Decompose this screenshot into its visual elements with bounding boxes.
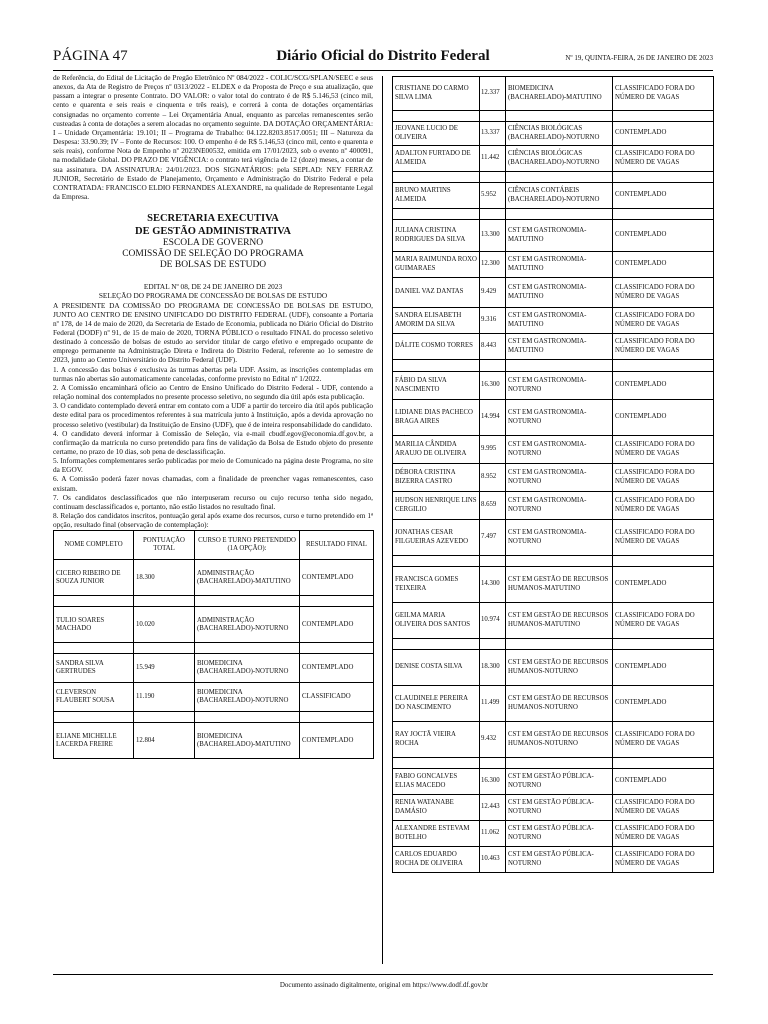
table-row xyxy=(393,183,714,209)
candidate-name: HUDSON HENRIQUE LINS CERGILIO xyxy=(393,492,480,520)
table-spacer-row xyxy=(393,556,714,567)
table-spacer-row xyxy=(393,360,714,372)
candidate-name: DENISE COSTA SILVA xyxy=(393,650,480,686)
section-title-line-2: DE GESTÃO ADMINISTRATIVA xyxy=(135,226,291,238)
table-row xyxy=(393,278,714,308)
candidate-course: CST EM GASTRONOMIA-NOTURNO xyxy=(506,436,613,464)
table-header-row xyxy=(54,531,374,560)
table-row xyxy=(393,372,714,400)
right-column xyxy=(392,76,713,873)
table-spacer-row xyxy=(54,596,374,607)
candidate-score: 16.300 xyxy=(480,769,506,795)
candidate-result: CLASSIFICADO FORA DO NÚMERO DE VAGAS xyxy=(613,278,714,308)
candidate-result: CONTEMPLADO xyxy=(613,650,714,686)
candidate-result: CLASSIFICADO FORA DO NÚMERO DE VAGAS xyxy=(613,821,714,847)
header-name: NOME COMPLETO xyxy=(54,531,134,560)
candidate-name: JULIANA CRISTINA RODRIGUES DA SILVA xyxy=(393,220,480,252)
table-row xyxy=(393,603,714,639)
edital-item: 5. Informações complementares serão publicadas por meio de Comunicado na página deste Programa, no site da EGOV. xyxy=(53,456,373,475)
candidate-name: DANIEL VAZ DANTAS xyxy=(393,278,480,308)
page-header xyxy=(53,48,713,71)
candidate-result: CLASSIFICADO FORA DO NÚMERO DE VAGAS xyxy=(613,603,714,639)
candidate-score: 9.429 xyxy=(480,278,506,308)
candidate-score: 11.062 xyxy=(480,821,506,847)
table-row xyxy=(54,654,374,683)
table-row xyxy=(393,567,714,603)
table-row xyxy=(393,220,714,252)
candidate-score: 10.020 xyxy=(134,607,195,643)
candidate-result: CLASSIFICADO FORA DO NÚMERO DE VAGAS xyxy=(613,146,714,172)
candidate-course: CST EM GASTRONOMIA-MATUTINO xyxy=(506,334,613,360)
candidate-score: 14.300 xyxy=(480,567,506,603)
candidate-name: MARILIA CÂNDIDA ARAUJO DE OLIVEIRA xyxy=(393,436,480,464)
table-row xyxy=(393,308,714,334)
table-spacer-row xyxy=(393,639,714,650)
candidate-name: CLAUDINELE PEREIRA DO NASCIMENTO xyxy=(393,686,480,722)
candidate-score: 9.316 xyxy=(480,308,506,334)
candidate-result: CONTEMPLADO xyxy=(613,252,714,278)
section-sub-line-1: ESCOLA DE GOVERNO xyxy=(162,238,264,249)
candidate-score: 5.952 xyxy=(480,183,506,209)
candidate-score: 12.443 xyxy=(480,795,506,821)
section-title-line-1: SECRETARIA EXECUTIVA xyxy=(147,213,279,225)
candidate-name: ALEXANDRE ESTEVAM BOTELHO xyxy=(393,821,480,847)
table-row xyxy=(393,769,714,795)
candidate-result: CLASSIFICADO FORA DO NÚMERO DE VAGAS xyxy=(613,308,714,334)
footer-rule xyxy=(53,974,713,975)
table-spacer-row xyxy=(393,209,714,220)
edition-info: Nº 19, QUINTA-FEIRA, 26 DE JANEIRO DE 2023 xyxy=(565,54,713,62)
candidate-course: CST EM GESTÃO DE RECURSOS HUMANOS-MATUTINO xyxy=(506,603,613,639)
table-row xyxy=(393,520,714,556)
candidate-result: CONTEMPLADO xyxy=(613,769,714,795)
candidate-score: 18.300 xyxy=(134,560,195,596)
candidate-course: CIÊNCIAS BIOLÓGICAS (BACHARELADO)-NOTURNO xyxy=(506,146,613,172)
candidate-course: CST EM GASTRONOMIA-NOTURNO xyxy=(506,372,613,400)
edital-item: 1. A concessão das bolsas é exclusiva às turmas abertas pela UDF. Assim, as inscrições contempladas em turmas não abertas são automaticamente canceladas, conforme previsto no Edital nº 1/2022. xyxy=(53,364,373,383)
results-table-left xyxy=(53,530,374,759)
table-spacer-row xyxy=(393,111,714,122)
table-row xyxy=(393,722,714,758)
candidate-result: CONTEMPLADO xyxy=(300,723,374,759)
candidate-name: SANDRA SILVA GERTRUDES xyxy=(54,654,134,683)
section-sub-line-2: COMISSÃO DE SELEÇÃO DO PROGRAMA xyxy=(122,249,304,260)
page-number: PÁGINA 47 xyxy=(53,48,128,64)
table-row xyxy=(393,436,714,464)
candidate-result: CLASSIFICADO FORA DO NÚMERO DE VAGAS xyxy=(613,77,714,111)
candidate-result: CLASSIFICADO FORA DO NÚMERO DE VAGAS xyxy=(613,334,714,360)
candidate-score: 13.300 xyxy=(480,220,506,252)
table-row xyxy=(393,464,714,492)
candidate-name: CICERO RIBEIRO DE SOUZA JUNIOR xyxy=(54,560,134,596)
table-row xyxy=(393,795,714,821)
candidate-course: BIOMEDICINA (BACHARELADO)-NOTURNO xyxy=(195,654,300,683)
candidate-name: ADALTON FURTADO DE ALMEIDA xyxy=(393,146,480,172)
candidate-score: 14.994 xyxy=(480,400,506,436)
footer-note: Documento assinado digitalmente, original em https://www.dodf.df.gov.br xyxy=(279,981,489,989)
candidate-name: RENIA WATANABE DAMÁSIO xyxy=(393,795,480,821)
table-row xyxy=(393,400,714,436)
candidate-course: CST EM GASTRONOMIA-MATUTINO xyxy=(506,278,613,308)
candidate-course: CST EM GASTRONOMIA-NOTURNO xyxy=(506,492,613,520)
candidate-name: SANDRA ELISABETH AMORIM DA SILVA xyxy=(393,308,480,334)
candidate-score: 9.432 xyxy=(480,722,506,758)
candidate-course: CST EM GESTÃO DE RECURSOS HUMANOS-NOTURNO xyxy=(506,686,613,722)
table-row xyxy=(393,821,714,847)
candidate-course: BIOMEDICINA (BACHARELADO)-MATUTINO xyxy=(506,77,613,111)
table-row xyxy=(393,77,714,111)
candidate-name: CRISTIANE DO CARMO SILVA LIMA xyxy=(393,77,480,111)
candidate-score: 12.804 xyxy=(134,723,195,759)
header-result: RESULTADO FINAL xyxy=(300,531,374,560)
table-spacer-row xyxy=(393,758,714,769)
candidate-course: CST EM GESTÃO DE RECURSOS HUMANOS-MATUTINO xyxy=(506,567,613,603)
candidate-result: CONTEMPLADO xyxy=(613,567,714,603)
candidate-result: CLASSIFICADO FORA DO NÚMERO DE VAGAS xyxy=(613,464,714,492)
table-row xyxy=(54,607,374,643)
candidate-result: CONTEMPLADO xyxy=(613,183,714,209)
candidate-score: 18.300 xyxy=(480,650,506,686)
candidate-result: CONTEMPLADO xyxy=(300,560,374,596)
candidate-score: 11.499 xyxy=(480,686,506,722)
table-spacer-row xyxy=(54,643,374,654)
edital-item: 7. Os candidatos desclassificados que não interpuseram recurso ou cujo recurso tenha sido negado, continuam desclassificados e, portanto, não estão listados no resultado final. xyxy=(53,492,373,511)
edital-item: 4. O candidato deverá informar à Comissão de Seleção, via e-mail cbudf.egov@economia.df.gov.br, a confirmação da matrícula no curso pretendido para fins de validação da Bolsa de Estudo objeto do presente certame, no prazo de 10 dias, sob pena de desclassificação. xyxy=(53,428,373,456)
table-spacer-row xyxy=(393,172,714,183)
candidate-course: CST EM GESTÃO PÚBLICA-NOTURNO xyxy=(506,769,613,795)
table-row xyxy=(393,686,714,722)
candidate-result: CLASSIFICADO FORA DO NÚMERO DE VAGAS xyxy=(613,520,714,556)
candidate-score: 12.337 xyxy=(480,77,506,111)
candidate-result: CONTEMPLADO xyxy=(613,122,714,146)
candidate-result: CONTEMPLADO xyxy=(300,607,374,643)
candidate-course: BIOMEDICINA (BACHARELADO)-NOTURNO xyxy=(195,683,300,712)
candidate-course: CST EM GASTRONOMIA-NOTURNO xyxy=(506,400,613,436)
candidate-name: CARLOS EDUARDO ROCHA DE OLIVEIRA xyxy=(393,847,480,873)
candidate-course: ADMINISTRAÇÃO (BACHARELADO)-MATUTINO xyxy=(195,560,300,596)
candidate-name: JEOVANE LUCIO DE OLIVEIRA xyxy=(393,122,480,146)
candidate-name: ELIANE MICHELLE LACERDA FREIRE xyxy=(54,723,134,759)
candidate-score: 16.300 xyxy=(480,372,506,400)
candidate-course: CST EM GESTÃO PÚBLICA-NOTURNO xyxy=(506,847,613,873)
intro-paragraph: de Referência, do Edital de Licitação de Pregão Eletrônico Nº 084/2022 - COLIC/SCG/SPLAN/SEEC e seus anexos, da Ata de Registro de Preços nº 0313/2022 - ELDEX e da Proposta de Preço e sua atualização, que passam a integrar o presente Contrato. DO VALOR: o valor total do contrato é de R$ 5.146,53 (cinco mil, cento e quarenta e seis reais e cinquenta e três reais), e correrá à conta de dotações orçamentárias consignadas no orçamento corrente – Lei Orçamentária Anual, enquanto as parcelas remanescentes serão custeadas à conta de dotações a serem alocadas no orçamento seguinte. DA DOTAÇÃO ORÇAMENTÁRIA: I – Unidade Orçamentária: 19.101; II – Programa de Trabalho: 04.122.8203.8517.0051; III – Natureza da Despesa: 33.90.39; IV – Fonte de Recursos: 100. O empenho é de R$ 5.146,53 (cinco mil, cento e quarenta e seis reais), conforme Nota de Empenho nº 2023NE00532, emitida em 17/01/2023, sob o evento nº 400091, na modalidade Global. DO PRAZO DE VIGÊNCIA: o contrato terá vigência de 12 (doze) meses, a contar de sua assinatura. DA ASSINATURA: 24/01/2023. DOS SIGNATÁRIOS: pela SEPLAD: NEY FERRAZ JUNIOR, Secretário de Estado de Planejamento, Orçamento e Administração do Distrito Federal e pela CONTRATADA: FRANCISCO ELDIO FERNANDES ALEXANDRE, na qualidade de Representante Legal da Empresa. xyxy=(53,73,373,202)
candidate-result: CONTEMPLADO xyxy=(613,220,714,252)
candidate-course: CST EM GASTRONOMIA-MATUTINO xyxy=(506,308,613,334)
candidate-name: FRANCISCA GOMES TEIXEIRA xyxy=(393,567,480,603)
candidate-course: CST EM GESTÃO DE RECURSOS HUMANOS-NOTURNO xyxy=(506,722,613,758)
candidate-result: CLASSIFICADO FORA DO NÚMERO DE VAGAS xyxy=(613,847,714,873)
candidate-course: CST EM GASTRONOMIA-NOTURNO xyxy=(506,520,613,556)
table-spacer-row xyxy=(54,712,374,723)
candidate-score: 7.497 xyxy=(480,520,506,556)
candidate-course: BIOMEDICINA (BACHARELADO)-MATUTINO xyxy=(195,723,300,759)
candidate-course: CST EM GESTÃO PÚBLICA-NOTURNO xyxy=(506,821,613,847)
candidate-name: RAY JOCTÃ VIEIRA ROCHA xyxy=(393,722,480,758)
candidate-result: CLASSIFICADO FORA DO NÚMERO DE VAGAS xyxy=(613,436,714,464)
candidate-score: 12.300 xyxy=(480,252,506,278)
edital-item: 8. Relação dos candidatos inscritos, pontuação geral após exame dos recursos, curso e turno pretendido em 1ª opção, resultado final (observação de contemplação): xyxy=(53,511,373,530)
candidate-name: LIDIANE DIAS PACHECO BRAGA AIRES xyxy=(393,400,480,436)
candidate-course: ADMINISTRAÇÃO (BACHARELADO)-NOTURNO xyxy=(195,607,300,643)
edital-body: A PRESIDENTE DA COMISSÃO DO PROGRAMA DE CONCESSÃO DE BOLSAS DE ESTUDO, JUNTO AO CENTRO DE ENSINO UNIFICADO DO DISTRITO FEDERAL (UDF), consoante a Portaria nº 178, de 14 de maio de 2020, da Secretaria de Estado de Economia, publicada no Diário Oficial do Distrito Federal (DODF) nº 91, de 15 de maio de 2020, TORNA PÚBLICO o resultado FINAL do processo seletivo destinado à concessão de bolsas de estudo ao servidor titular de cargo efetivo e empregado ocupante de emprego permanente na Administração Direta e Indireta do Distrito Federal, referente ao 1o semestre de 2023, junto ao Centro Universitário do Distrito Federal (UDF). xyxy=(53,300,373,365)
edital-item: 2. A Comissão encaminhará ofício ao Centro de Ensino Unificado do Distrito Federal - UDF, contendo a relação nominal dos contemplados no presente processo seletivo, no segundo dia útil após esta publicação. xyxy=(53,382,373,402)
candidate-result: CONTEMPLADO xyxy=(613,686,714,722)
candidate-course: CIÊNCIAS CONTÁBEIS (BACHARELADO)-NOTURNO xyxy=(506,183,613,209)
table-row xyxy=(393,334,714,360)
candidate-result: CLASSIFICADO FORA DO NÚMERO DE VAGAS xyxy=(613,722,714,758)
edital-title: EDITAL Nº 08, DE 24 DE JANEIRO DE 2023 xyxy=(143,282,283,292)
section-title xyxy=(53,212,373,238)
header-course: CURSO E TURNO PRETENDIDO (1A OPÇÃO): xyxy=(195,531,300,560)
candidate-name: CLEVERSON FLAUBERT SOUSA xyxy=(54,683,134,712)
table-row xyxy=(54,723,374,759)
section-subtitle xyxy=(53,238,373,271)
results-table-right xyxy=(392,76,714,873)
table-row xyxy=(393,492,714,520)
candidate-course: CST EM GASTRONOMIA-MATUTINO xyxy=(506,220,613,252)
candidate-result: CONTEMPLADO xyxy=(300,654,374,683)
candidate-score: 8.443 xyxy=(480,334,506,360)
candidate-name: DÁLITE COSMO TORRES xyxy=(393,334,480,360)
table-row xyxy=(393,847,714,873)
candidate-name: DÉBORA CRISTINA BIZERRA CASTRO xyxy=(393,464,480,492)
table-row xyxy=(393,650,714,686)
edital-subtitle: SELEÇÃO DO PROGRAMA DE CONCESSÃO DE BOLSAS DE ESTUDO xyxy=(98,291,328,301)
candidate-name: TULIO SOARES MACHADO xyxy=(54,607,134,643)
candidate-score: 10.974 xyxy=(480,603,506,639)
candidate-result: CLASSIFICADO xyxy=(300,683,374,712)
table-row xyxy=(393,122,714,146)
candidate-name: FÁBIO DA SILVA NASCIMENTO xyxy=(393,372,480,400)
candidate-score: 8.952 xyxy=(480,464,506,492)
edital-item: 3. O candidato contemplado deverá entrar em contato com a UDF a partir do terceiro dia útil após publicação deste edital para os procedimentos referentes à sua matrícula junto à Instituição, após a devida aprovação no processo seletivo (vestibular) da Instituição de Ensino (UDF), que é de inteira responsabilidade do candidato. xyxy=(53,401,373,429)
candidate-course: CST EM GESTÃO DE RECURSOS HUMANOS-NOTURNO xyxy=(506,650,613,686)
gazette-title: Diário Oficial do Distrito Federal xyxy=(276,48,490,64)
candidate-course: CST EM GESTÃO PÚBLICA-NOTURNO xyxy=(506,795,613,821)
candidate-name: GEILMA MARIA OLIVEIRA DOS SANTOS xyxy=(393,603,480,639)
candidate-score: 8.659 xyxy=(480,492,506,520)
edital-item: 6. A Comissão poderá fazer novas chamadas, com a finalidade de preencher vagas remanescentes, caso existam. xyxy=(53,474,373,493)
candidate-result: CLASSIFICADO FORA DO NÚMERO DE VAGAS xyxy=(613,795,714,821)
table-row xyxy=(54,683,374,712)
header-score: PONTUAÇÃO TOTAL xyxy=(134,531,195,560)
candidate-result: CONTEMPLADO xyxy=(613,400,714,436)
column-divider xyxy=(382,76,383,964)
candidate-score: 10.463 xyxy=(480,847,506,873)
candidate-course: CIÊNCIAS BIOLÓGICAS (BACHARELADO)-NOTURNO xyxy=(506,122,613,146)
candidate-name: FABIO GONCALVES ELIAS MACEDO xyxy=(393,769,480,795)
candidate-course: CST EM GASTRONOMIA-MATUTINO xyxy=(506,252,613,278)
candidate-score: 11.190 xyxy=(134,683,195,712)
candidate-name: JONATHAS CESAR FILGUEIRAS AZEVEDO xyxy=(393,520,480,556)
candidate-result: CLASSIFICADO FORA DO NÚMERO DE VAGAS xyxy=(613,492,714,520)
table-row xyxy=(393,146,714,172)
candidate-course: CST EM GASTRONOMIA-NOTURNO xyxy=(506,464,613,492)
candidate-score: 13.337 xyxy=(480,122,506,146)
candidate-name: BRUNO MARTINS ALMEIDA xyxy=(393,183,480,209)
candidate-name: MARIA RAIMUNDA ROXO GUIMARAES xyxy=(393,252,480,278)
left-column xyxy=(53,73,373,759)
candidate-score: 11.442 xyxy=(480,146,506,172)
table-row xyxy=(54,560,374,596)
table-row xyxy=(393,252,714,278)
section-sub-line-3: DE BOLSAS DE ESTUDO xyxy=(159,260,267,271)
candidate-result: CONTEMPLADO xyxy=(613,372,714,400)
candidate-score: 9.995 xyxy=(480,436,506,464)
candidate-score: 15.949 xyxy=(134,654,195,683)
